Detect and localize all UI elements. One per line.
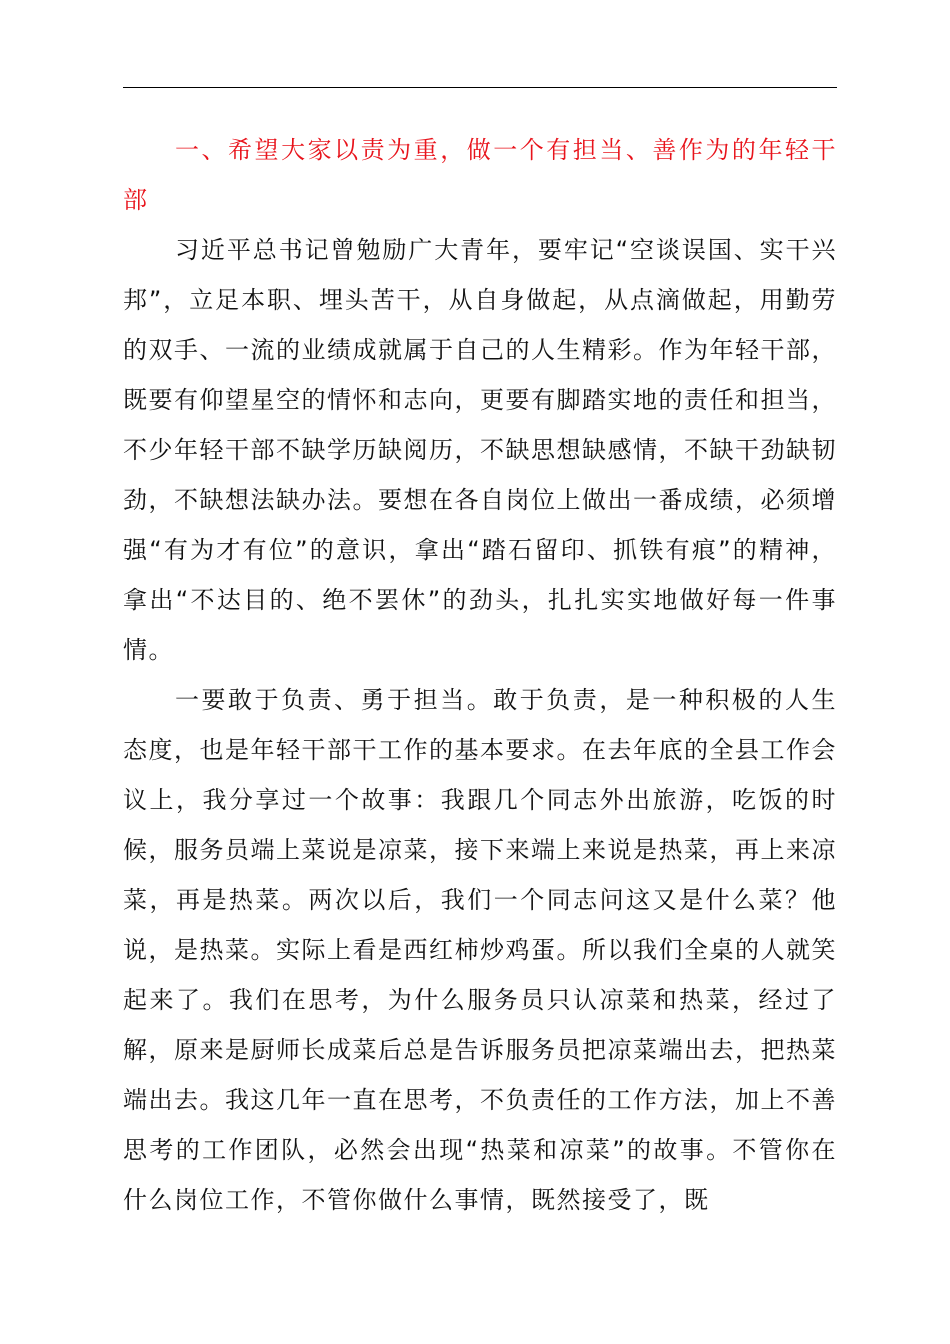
paragraph-1: 习近平总书记曾勉励广大青年，要牢记“空谈误国、实干兴邦”，立足本职、埋头苦干，从自身做起，从点滴做起，用勤劳的双手、一流的业绩成就属于自己的人生精彩。作为年轻干部，既要有仰望星空的情怀和志向，更要有脚踏实地的责任和担当，不少年轻干部不缺学历缺阅历，不缺思想缺感情，不缺干劲缺韧劲，不缺想法缺办法。要想在各自岗位上做出一番成绩，必须增强“有为才有位”的意识，拿出“踏石留印、抓铁有痕”的精神，拿出“不达目的、绝不罢休”的劲头，扎扎实实地做好每一件事情。 xyxy=(123,236,837,664)
section-heading: 一、希望大家以责为重，做一个有担当、善作为的年轻干部 xyxy=(123,136,837,214)
paragraph-2: 一要敢于负责、勇于担当。敢于负责，是一种积极的人生态度，也是年轻干部干工作的基本要求。在去年底的全县工作会议上，我分享过一个故事：我跟几个同志外出旅游，吃饭的时候，服务员端上菜说是凉菜，接下来端上来说是热菜，再上来凉菜，再是热菜。两次以后，我们一个同志问这又是什么菜？他说，是热菜。实际上看是西红柿炒鸡蛋。所以我们全桌的人就笑起来了。我们在思考，为什么服务员只认凉菜和热菜，经过了解，原来是厨师长成菜后总是告诉服务员把凉菜端出去，把热菜端出去。我这几年一直在思考，不负责任的工作方法，加上不善思考的工作团队，必然会出现“热菜和凉菜”的故事。不管你在什么岗位工作，不管你做什么事情，既然接受了，既 xyxy=(123,686,837,1214)
document-body xyxy=(123,125,837,1225)
header-rule xyxy=(123,87,837,88)
